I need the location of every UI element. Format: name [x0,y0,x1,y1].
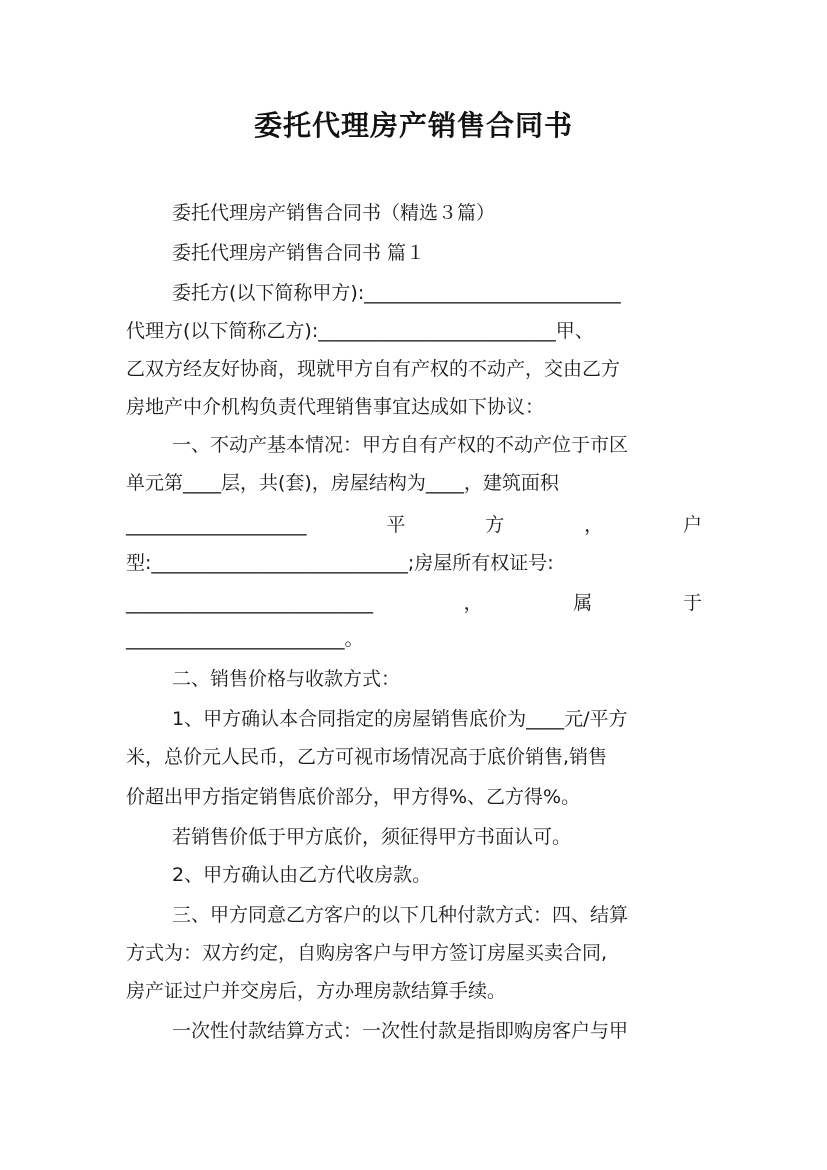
paragraph-line: 房产证过户并交房后，方办理房款结算手续。 [126,980,507,1002]
paragraph-line: 价超出甲方指定销售底价部分，甲方得%、乙方得%。 [126,786,581,808]
paragraph-line: 委托方(以下简称甲方):___________________________ [172,282,621,304]
owner-row [126,590,702,616]
paragraph-line: 一次性付款结算方式：一次性付款是指即购房客户与甲 [172,1020,629,1042]
section-heading: 委托代理房产销售合同书 篇１ [172,242,426,264]
paragraph-line: 单元第____层，共(套)，房屋结构为____，建筑面积 [126,472,559,494]
blank-field: ___________________ [126,514,307,536]
subtitle-line: 委托代理房产销售合同书（精选３篇） [172,202,496,224]
blank-field: __________________________ [126,592,373,614]
paragraph-line: 方式为：双方约定，自购房客户与甲方签订房屋买卖合同, [126,942,608,964]
text-fragment: ， [463,592,483,614]
text-fragment: 平 [386,514,406,536]
paragraph-line: 若销售价低于甲方底价，须征得甲方书面认可。 [172,826,572,848]
paragraph-line: 型:___________________________;房屋所有权证号: [126,552,554,574]
text-fragment: ， [584,514,604,536]
text-fragment: 属 [573,592,593,614]
paragraph-line: _______________________。 [126,628,364,650]
paragraph-line: 2、甲方确认由乙方代收房款。 [172,864,432,886]
section-heading: 二、销售价格与收款方式： [172,668,401,690]
paragraph-line: 三、甲方同意乙方客户的以下几种付款方式：四、结算 [172,904,629,926]
paragraph-line: 代理方(以下简称乙方):_________________________甲、 [126,320,594,342]
text-fragment: 于 [682,592,702,614]
paragraph-line: 1、甲方确认本合同指定的房屋销售底价为____元/平方 [172,708,628,730]
text-fragment: 方 [485,514,505,536]
document-title: 委托代理房产销售合同书 [253,109,573,142]
text-fragment: 户 [682,514,702,536]
paragraph-line: 米，总价元人民币，乙方可视市场情况高于底价销售,销售 [126,746,608,768]
paragraph-line: 房地产中介机构负责代理销售事宜达成如下协议： [126,396,545,418]
paragraph-line: 一、不动产基本情况：甲方自有产权的不动产位于市区 [172,434,629,456]
area-row [126,512,702,538]
paragraph-line: 乙双方经友好协商，现就甲方自有产权的不动产，交由乙方 [126,358,621,380]
